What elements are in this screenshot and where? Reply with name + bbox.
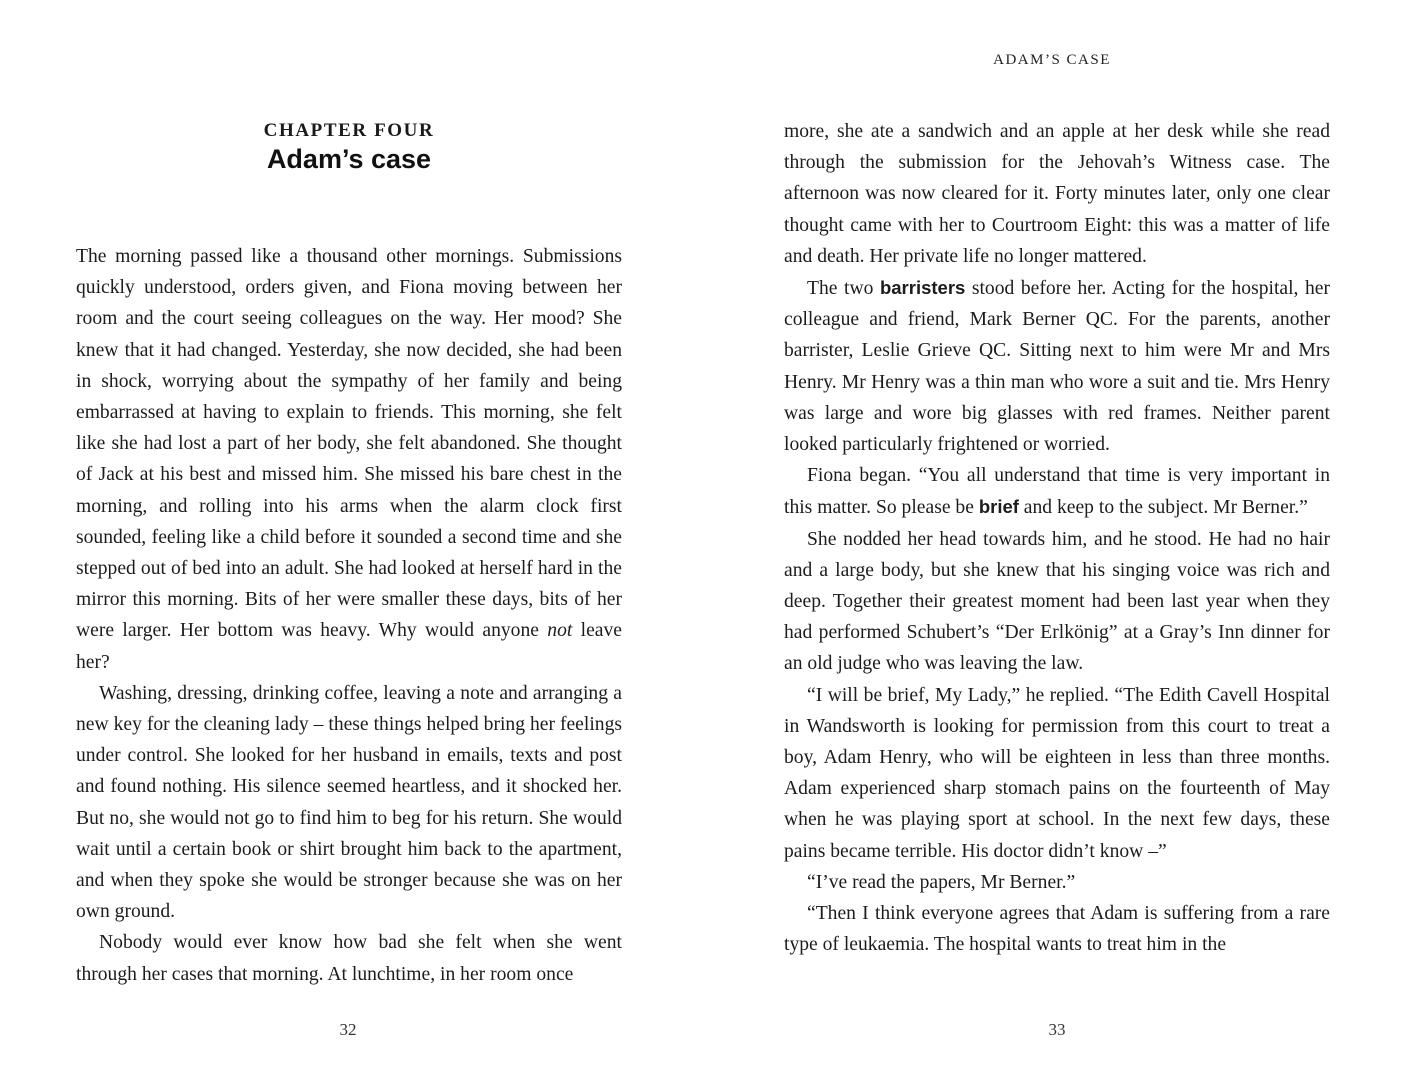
chapter-label: CHAPTER FOUR xyxy=(263,120,435,141)
running-head: ADAM’S CASE xyxy=(993,52,1111,68)
glossary-word-barristers: barristers xyxy=(879,277,966,299)
paragraph: Fiona began. “You all understand that time is very important in this matter. So please be brief and keep to the subject. Mr Berner.” xyxy=(784,465,1330,519)
paragraph: She nodded her head towards him, and he stood. He had no hair and a large body, but she knew that his singing voice was rich and deep. Together their greatest moment had been last year when they had performed Schubert’s “Der Erlkönig” at a Gray’s Inn dinner for an old judge who was leaving the law. xyxy=(784,528,1330,675)
page-number: 33 xyxy=(1048,1020,1066,1039)
paragraph: “I’ve read the papers, Mr Berner.” xyxy=(807,871,1076,893)
paragraph: “I will be brief, My Lady,” he replied. “The Edith Cavell Hospital in Wandsworth is looking for permission from this court to treat a boy, Adam Henry, who will be eighteen in less than three months. Adam experienced sharp stomach pains on the fourteenth of May when he was playing sport at school. In the next few days, these pains became terrible. His doctor didn’t know –” xyxy=(784,684,1330,862)
paragraph: Washing, dressing, drinking coffee, leaving a note and arranging a new key for the cleaning lady – these things helped bring her feelings under control. She looked for her husband in emails, texts and post and found nothing. His silence seemed heartless, and it shocked her. But no, she would not go to find him to beg for his return. She would wait until a certain book or shirt brought him back to the apartment, and when they spoke she would be stronger because she was on her own ground. xyxy=(76,682,622,923)
paragraph: The morning passed like a thousand other mornings. Submissions quickly understood, orders given, and Fiona moving between her room and the court seeing colleagues on the way. Her mood? She knew that it had changed. Yesterday, she now decided, she had been in shock, worrying about the sympathy of her family and being embarrassed at having to explain to friends. This morning, she felt like she had lost a part of her body, she felt abandoned. She thought of Jack at his best and missed him. She missed his bare chest in the morning, and rolling into his arms when the alarm clock first sounded, feeling like a child before it sounded a second time and she stepped out of bed into an adult. She had looked at herself hard in the mirror this morning. Bits of her were smaller these days, bits of her were larger. Her bottom was heavy. Why would anyone not leave her? xyxy=(76,246,622,673)
paragraph: “Then I think everyone agrees that Adam is suffering from a rare type of leukaemia. The hospital wants to treat him in the xyxy=(784,903,1330,956)
emphasis-not: not xyxy=(547,620,573,642)
paragraph: The two barristers stood before her. Acting for the hospital, her colleague and friend, Mark Berner QC. For the parents, another barrister, Leslie Grieve QC. Sitting next to him were Mr and Mrs Henry. Mr Henry was a thin man who wore a suit and tie. Mrs Henry was large and wore big glasses with red frames. Neither parent looked particularly frightened or worried. xyxy=(784,277,1330,456)
left-page xyxy=(0,0,700,1080)
chapter-title: Adam’s case xyxy=(266,144,432,174)
glossary-word-brief: brief xyxy=(978,496,1019,518)
paragraph: Nobody would ever know how bad she felt when she went through her cases that morning. At lunchtime, in her room once xyxy=(76,932,622,985)
right-body-text xyxy=(784,116,1330,960)
left-body-text xyxy=(76,241,622,990)
paragraph: more, she ate a sandwich and an apple at her desk while she read through the submission for the Jehovah’s Witness case. The afternoon was now cleared for it. Forty minutes later, only one clear thought came with her to Courtroom Eight: this was a matter of life and death. Her private life no longer mattered. xyxy=(784,121,1330,267)
page-number: 32 xyxy=(339,1020,357,1039)
right-page xyxy=(702,0,1403,1080)
